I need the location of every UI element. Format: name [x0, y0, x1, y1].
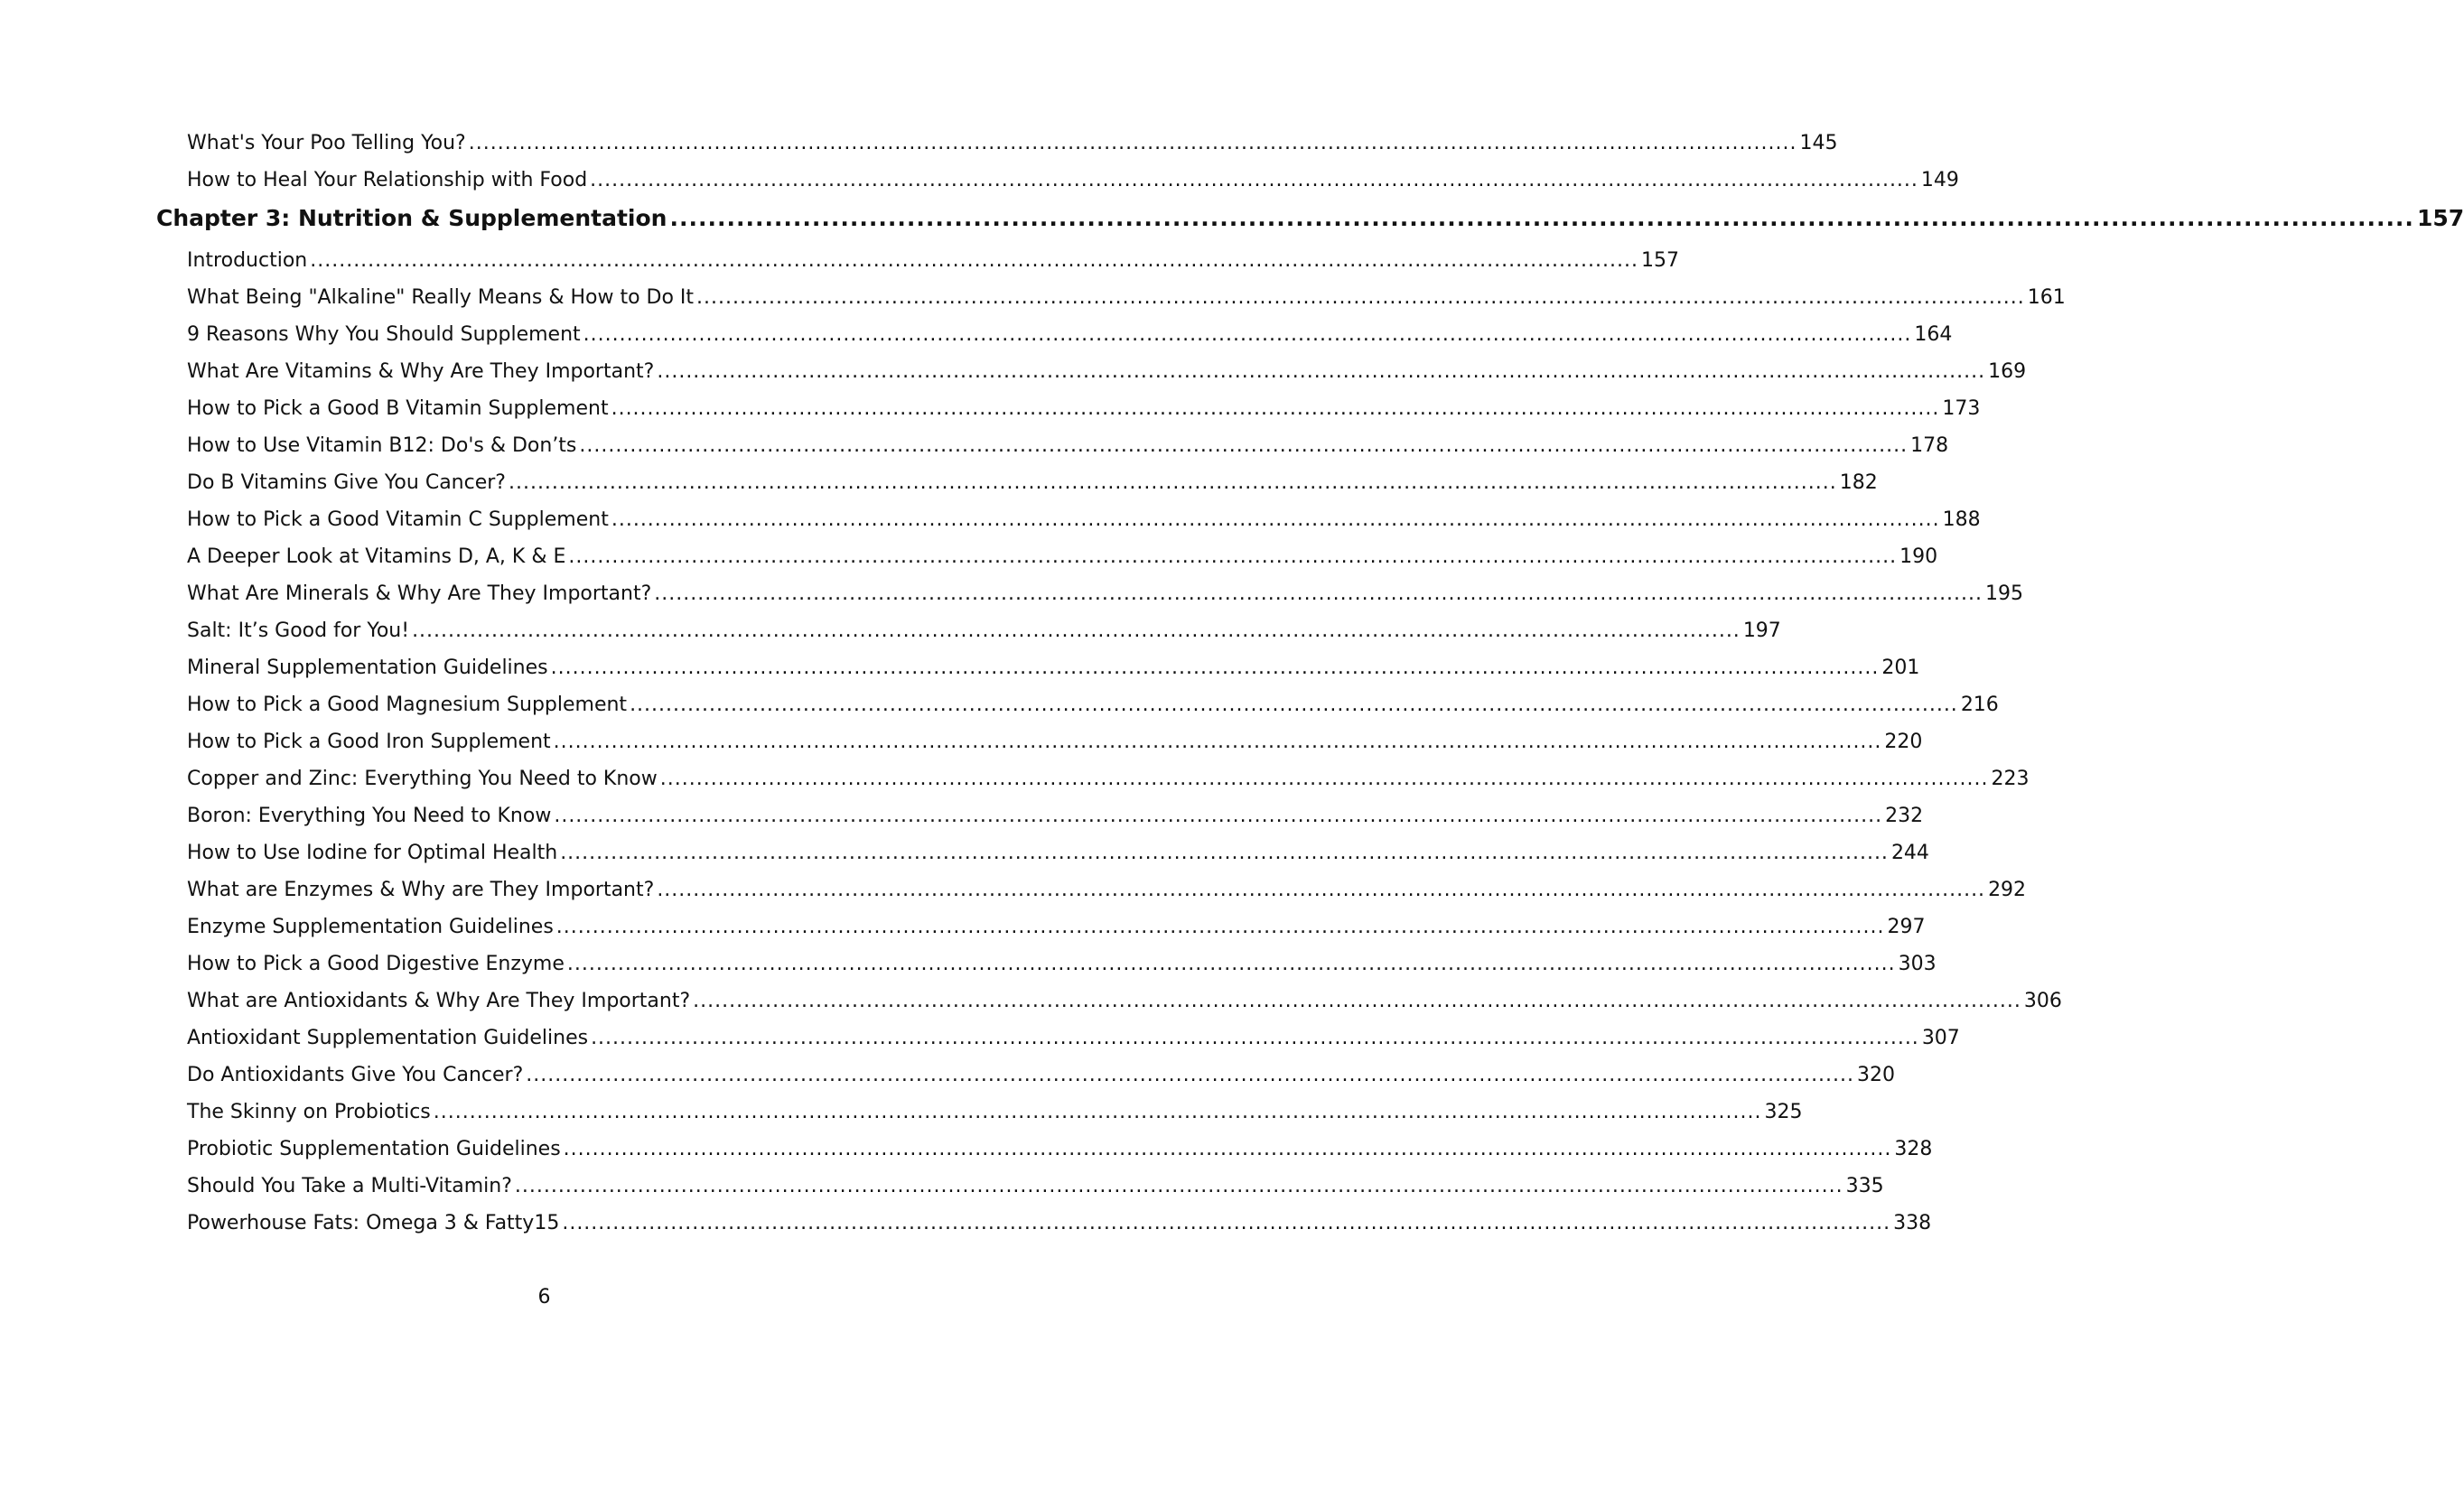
dot-leader: ........................................................................................................................................................................................: [568, 545, 1898, 568]
toc-entry-title: How to Use Iodine for Optimal Health: [187, 842, 558, 864]
toc-entry[interactable]: [187, 915, 1926, 940]
toc-entry-page: 328: [1894, 1138, 1933, 1160]
toc-entry[interactable]: [187, 1026, 1960, 1051]
chapter-title: Chapter 3: Nutrition & Supplementation: [156, 205, 667, 231]
toc-entry[interactable]: [187, 1100, 1803, 1125]
toc-entry[interactable]: [187, 168, 1959, 193]
dot-leader: ........................................................................................................................................................................................: [562, 1212, 1891, 1234]
toc-entry-title: What's Your Poo Telling You?: [187, 132, 466, 154]
toc-entry-title: How to Use Vitamin B12: Do's & Don’ts: [187, 434, 577, 457]
toc-entry[interactable]: [187, 131, 1838, 156]
dot-leader: ........................................................................................................................................................................................: [657, 360, 1986, 383]
toc-entry-title: What Are Minerals & Why Are They Important?: [187, 582, 652, 605]
toc-entry-title: The Skinny on Probiotics: [187, 1101, 431, 1123]
toc-entry-page: 178: [1910, 434, 1949, 457]
dot-leader: ........................................................................................................................................................................................: [553, 731, 1882, 753]
toc-entry-page: 325: [1764, 1101, 1803, 1123]
toc-entry[interactable]: [187, 656, 1920, 681]
toc-entry[interactable]: [187, 322, 1953, 348]
toc-entry[interactable]: [187, 1063, 1896, 1088]
dot-leader: ........................................................................................................................................................................................: [579, 434, 1909, 457]
toc-entry[interactable]: [187, 545, 1938, 570]
toc-entry[interactable]: [187, 1137, 1933, 1162]
toc-entry-title: How to Pick a Good Vitamin C Supplement: [187, 508, 609, 531]
dot-leader: ........................................................................................................................................................................................: [433, 1101, 1762, 1123]
toc-entry[interactable]: [187, 804, 1924, 829]
dot-leader: ........................................................................................................................................................................................: [630, 694, 1958, 716]
dot-leader: ........................................................................................................................................................................................: [693, 990, 2021, 1012]
toc-entry-page: 182: [1839, 471, 1878, 494]
toc-entry[interactable]: [187, 470, 1878, 496]
toc-entry-title: How to Pick a Good Iron Supplement: [187, 731, 551, 753]
toc-entry[interactable]: [187, 582, 2024, 607]
toc-entry[interactable]: [187, 693, 1999, 718]
dot-leader: ........................................................................................................................................................................................: [657, 879, 1986, 901]
toc-entry-page: 164: [1914, 323, 1953, 346]
toc-entry-title: Enzyme Supplementation Guidelines: [187, 916, 554, 938]
page-number: 6: [537, 1286, 551, 1308]
dot-leader: ........................................................................................................................................................................................: [468, 132, 1797, 154]
toc-entry-page: 157: [1640, 249, 1679, 272]
toc-entry-title: Antioxidant Supplementation Guidelines: [187, 1027, 589, 1049]
toc-entry[interactable]: [187, 767, 2030, 792]
toc-entry[interactable]: [187, 952, 1937, 977]
dot-leader: ........................................................................................................................................................................................: [555, 916, 1885, 938]
toc-entry-page: 244: [1890, 842, 1929, 864]
toc-entry-title: Do Antioxidants Give You Cancer?: [187, 1064, 524, 1086]
dot-leader: ........................................................................................................................................................................................: [590, 169, 1918, 191]
toc-entry-title: What Are Vitamins & Why Are They Important?: [187, 360, 655, 383]
toc-entry-page: 297: [1887, 916, 1926, 938]
toc-entry-page: 307: [1921, 1027, 1960, 1049]
dot-leader: ........................................................................................................................................................................................: [563, 1138, 1892, 1160]
toc-entry[interactable]: [187, 841, 1929, 866]
toc-entry-title: What are Enzymes & Why are They Important?: [187, 879, 655, 901]
toc-entry-page: 338: [1893, 1212, 1932, 1234]
dot-leader: ........................................................................................................................................................................................: [514, 1175, 1843, 1197]
toc-entry-title: Probiotic Supplementation Guidelines: [187, 1138, 561, 1160]
toc-entry-page: 303: [1898, 953, 1937, 975]
dot-leader: ........................................................................................................................................................................................: [310, 249, 1638, 272]
toc-entry-title: Mineral Supplementation Guidelines: [187, 657, 548, 679]
toc-entry[interactable]: [187, 1174, 1884, 1199]
toc-entry-title: How to Pick a Good B Vitamin Supplement: [187, 397, 609, 420]
toc-entry-page: 306: [2023, 990, 2062, 1012]
toc-entry-title: How to Heal Your Relationship with Food: [187, 169, 588, 191]
toc-entry-page: 190: [1899, 545, 1938, 568]
toc-entry-page: 292: [1988, 879, 2027, 901]
dot-leader: ........................................................................................................................................................................................: [508, 471, 1837, 494]
toc-entry[interactable]: [187, 285, 2066, 311]
dot-leader: ........................................................................................................................................................................................: [560, 842, 1889, 864]
toc-entry[interactable]: [187, 248, 1679, 274]
dot-leader: ........................................................................................................................................................................................: [659, 768, 1989, 790]
dot-leader: ........................................................................................................................................................................................: [654, 582, 1983, 605]
toc-entry-title: Powerhouse Fats: Omega 3 & Fatty15: [187, 1212, 560, 1234]
dot-leader: ........................................................................................................................................................................................: [412, 619, 1741, 642]
toc-entry[interactable]: [187, 396, 1981, 422]
toc-entry-page: 223: [1991, 768, 2030, 790]
dot-leader: ........................................................................................................................................................................................: [696, 286, 2025, 309]
toc-entry-title: Salt: It’s Good for You!: [187, 619, 410, 642]
dot-leader: ........................................................................................................................................................................................: [526, 1064, 1855, 1086]
toc-entry[interactable]: [187, 989, 2062, 1014]
toc-entry-page: 161: [2027, 286, 2066, 309]
toc-entry-page: 216: [1960, 694, 1999, 716]
chapter-page: 157: [2416, 205, 2464, 231]
toc-entry[interactable]: [187, 508, 1981, 533]
toc-entry-title: Do B Vitamins Give You Cancer?: [187, 471, 506, 494]
dot-leader: ........................................................................................................................................................................................: [611, 508, 1940, 531]
toc-entry-page: 169: [1988, 360, 2027, 383]
toc-entry-page: 145: [1799, 132, 1838, 154]
toc-entry[interactable]: [187, 730, 1923, 755]
dot-leader: ........................................................................................................................................................................................: [669, 205, 2414, 231]
toc-entry[interactable]: [187, 878, 2027, 903]
toc-entry-page: 195: [1985, 582, 2024, 605]
toc-entry-page: 320: [1857, 1064, 1896, 1086]
dot-leader: ........................................................................................................................................................................................: [566, 953, 1896, 975]
toc-entry-title: 9 Reasons Why You Should Supplement: [187, 323, 581, 346]
toc-entry-title: A Deeper Look at Vitamins D, A, K & E: [187, 545, 566, 568]
dot-leader: ........................................................................................................................................................................................: [583, 323, 1912, 346]
toc-entry-page: 201: [1881, 657, 1920, 679]
toc-entry-title: What Being "Alkaline" Really Means & How to Do It: [187, 286, 695, 309]
toc-entry[interactable]: [187, 1211, 1932, 1236]
toc-entry[interactable]: [187, 433, 1949, 459]
toc-entry[interactable]: [187, 359, 2027, 385]
toc-entry-title: How to Pick a Good Digestive Enzyme: [187, 953, 565, 975]
toc-entry-page: 335: [1845, 1175, 1884, 1197]
toc-entry-title: What are Antioxidants & Why Are They Important?: [187, 990, 691, 1012]
toc-chapter-heading[interactable]: [156, 204, 2464, 233]
dot-leader: ........................................................................................................................................................................................: [554, 805, 1883, 827]
toc-entry-page: 232: [1885, 805, 1924, 827]
dot-leader: ........................................................................................................................................................................................: [550, 657, 1880, 679]
toc-entry-page: 149: [1920, 169, 1959, 191]
toc-entry-title: Should You Take a Multi-Vitamin?: [187, 1175, 512, 1197]
toc-entry-title: Introduction: [187, 249, 308, 272]
toc-entry-title: Boron: Everything You Need to Know: [187, 805, 552, 827]
toc-entry-title: Copper and Zinc: Everything You Need to Know: [187, 768, 658, 790]
toc-entry-title: How to Pick a Good Magnesium Supplement: [187, 694, 628, 716]
toc-entry-page: 173: [1942, 397, 1981, 420]
dot-leader: ........................................................................................................................................................................................: [611, 397, 1940, 420]
toc-entry-page: 197: [1742, 619, 1781, 642]
dot-leader: ........................................................................................................................................................................................: [591, 1027, 1919, 1049]
toc-entry[interactable]: [187, 619, 1781, 644]
toc-entry-page: 188: [1942, 508, 1981, 531]
toc-entry-page: 220: [1884, 731, 1923, 753]
